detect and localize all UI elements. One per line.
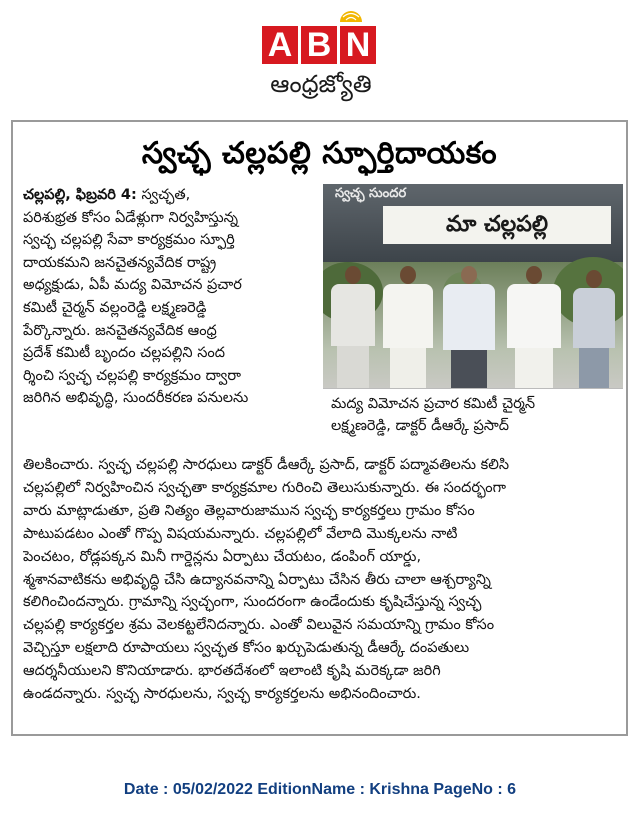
banner-top-text: స్వచ్ఛ సుందర bbox=[335, 186, 407, 201]
article-headline: స్వచ్ఛ చల్లపల్లి స్ఫూర్తిదాయకం bbox=[141, 136, 498, 171]
banner-main-text: మా చల్లపల్లి bbox=[383, 206, 611, 244]
article-line: ఉండదన్నారు. స్వచ్ఛ సారధులను, స్వచ్ఛ కార్యకర్తలను అభినందించారు. bbox=[23, 686, 421, 703]
article-line: చల్లపల్లి, ఫిబ్రవరి 4: స్వచ్ఛత, bbox=[23, 187, 191, 203]
article-line: తిలకించారు. స్వచ్ఛ చల్లపల్లి సారధులు డాక్టర్ డీఆర్కే ప్రసాద్, డాక్టర్ పద్మావతిలను కలిసి bbox=[23, 457, 510, 473]
article-line: ర్శించి స్వచ్ఛ చల్లపల్లి కార్యక్రమం ద్వారా bbox=[23, 367, 241, 384]
person-figure bbox=[331, 266, 375, 388]
photo-banner-board bbox=[323, 184, 623, 262]
article-dateline: చల్లపల్లి, ఫిబ్రవరి 4: bbox=[23, 187, 137, 203]
article-line: పాటుపడటం ఎంతో గొప్ప విషయమన్నారు. చల్లపల్లిలో వేలాది మొక్కలను నాటి bbox=[23, 525, 458, 542]
edition-info-footer: Date : 05/02/2022 EditionName : Krishna PageNo : 6 bbox=[123, 781, 517, 798]
article-line: ఆదర్శనీయులని కొనియాడారు. భారతదేశంలో ఇలాంటి కృషి మరెక్కడా జరిగి bbox=[23, 663, 441, 680]
masthead-subtitle: ఆంధ్రజ్యోతి bbox=[270, 70, 372, 98]
article-line: కమిటీ చైర్మన్ వల్లంరెడ్డి లక్ష్మణరెడ్డి bbox=[23, 299, 207, 316]
news-clipping bbox=[11, 120, 628, 736]
masthead bbox=[0, 0, 640, 110]
logo-letter-b: B bbox=[301, 26, 337, 64]
article-line: పరిశుభ్రత కోసం ఏడేళ్లుగా నిర్వహిస్తున్న bbox=[23, 209, 239, 226]
article-line: చల్లపల్లి కార్యకర్తల శ్రమ వెలకట్టలేనిదన్నారు. ఎంతో విలువైన సమయాన్ని గ్రామం కోసం bbox=[23, 617, 495, 634]
article-line: జరిగిన అభివృద్ధి, సుందరీకరణ పనులను bbox=[23, 390, 249, 407]
article-line: దాయకమని జనచైతన్యవేదిక రాష్ట్ర bbox=[23, 254, 217, 271]
article-line: అధ్యక్షుడు, ఏపీ మద్య విమోచన ప్రచార bbox=[23, 277, 242, 294]
person-figure bbox=[383, 266, 433, 388]
article-column-narrow bbox=[23, 184, 323, 410]
caption-line: మద్య విమోచన ప్రచార కమిటీ చైర్మన్ bbox=[331, 396, 536, 412]
article-line: చల్లపల్లిలో నిర్వహించిన స్వచ్ఛతా కార్యక్రమాల గురించి తెలుసుకున్నారు. ఈ సందర్భంగా bbox=[23, 479, 507, 496]
article-line: ప్రదేశ్ కమిటీ బృందం చల్లపల్లిని సంద bbox=[23, 345, 225, 362]
caption-line: లక్ష్మణరెడ్డి, డాక్టర్ డీఆర్కే ప్రసాద్ bbox=[331, 418, 509, 434]
article-line: వారు మాట్లాడుతూ, ప్రతి నిత్యం తెల్లవారుజామున స్వచ్ఛ కార్యకర్తలు గ్రామం కోసం bbox=[23, 502, 475, 519]
person-figure bbox=[573, 270, 615, 388]
article-line: వెచ్చిస్తూ లక్షలాది రూపాయలు స్వచ్ఛత కోసం ఖర్చుపెడుతున్న డీఆర్కే దంపతులు bbox=[23, 640, 470, 657]
article-line: కలిగించిందన్నారు. గ్రామాన్ని స్వచ్ఛంగా, సుందరంగా ఉండేందుకు కృషిచేస్తున్న స్వచ్ఛ bbox=[23, 594, 482, 611]
article-line: పెంచటం, రోడ్లపక్కన మినీ గార్డెన్లను ఏర్పాటు చేయటం, డంపింగ్ యార్డు, bbox=[23, 548, 422, 565]
sun-logo-icon bbox=[338, 6, 364, 24]
article-line: శ్మశానవాటికను అభివృద్ధి చేసి ఉద్యానవనాన్ని ఏర్పాటు చేసిన తీరు చాలా ఆశ్చర్యాన్ని bbox=[23, 571, 491, 588]
logo-letter-a: A bbox=[262, 26, 298, 64]
article-line: పేర్కొన్నారు. జనచైతన్యవేదిక ఆంధ్ర bbox=[23, 322, 217, 339]
article-photo bbox=[323, 184, 623, 388]
person-figure bbox=[507, 266, 561, 388]
person-figure bbox=[443, 266, 495, 388]
article-line: స్వచ్ఛ చల్లపల్లి సేవా కార్యక్రమం స్ఫూర్తి bbox=[23, 232, 235, 249]
article-column-wide bbox=[23, 454, 619, 706]
abn-logo bbox=[262, 26, 376, 64]
photo-caption bbox=[323, 388, 623, 440]
logo-letter-n: N bbox=[340, 26, 376, 64]
